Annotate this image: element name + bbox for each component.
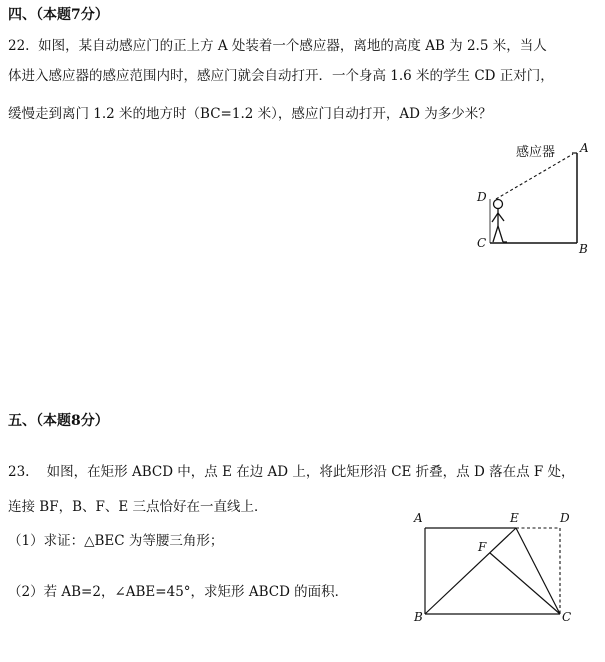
problem-22-line-2: 体进入感应器的感应范围内时，感应门就会自动打开．一个身高 1.6 米的学生 CD 正对门， xyxy=(8,68,554,84)
point-label-B: B xyxy=(579,242,588,256)
point-label-A: A xyxy=(580,141,589,155)
point-label-F: F xyxy=(478,540,487,554)
point-label-E: E xyxy=(510,511,519,525)
sensor-label: 感应器 xyxy=(516,145,556,160)
problem-23-question-2: （2）若 AB=2，∠ABE=45°，求矩形 ABCD 的面积． xyxy=(8,584,349,600)
section-5-title: 五、（本题8分） xyxy=(8,413,109,429)
point-label-C: C xyxy=(477,236,487,250)
problem-22-number: 22. xyxy=(8,38,30,54)
problem-23-line-2: 连接 BF，B、F、E 三点恰好在一直线上． xyxy=(8,499,268,515)
point-label-D: D xyxy=(560,511,570,525)
problem-22-text-1: 如图，某自动感应门的正上方 A 处装着一个感应器，离地的高度 AB 为 2.5 米，当人 xyxy=(38,38,547,54)
point-label-D: D xyxy=(477,190,487,204)
segment-BE xyxy=(425,528,516,614)
problem-23-text-1: 如图，在矩形 ABCD 中，点 E 在边 AD 上，将此矩形沿 CE 折叠，点 D 落在点 F 处， xyxy=(46,464,575,480)
segment-CF xyxy=(490,553,560,614)
point-label-C: C xyxy=(562,610,572,624)
point-label-A: A xyxy=(414,511,423,525)
segment-CE xyxy=(516,528,560,614)
problem-22-line-3: 缓慢走到离门 1.2 米的地方时（BC=1.2 米），感应门自动打开，AD 为多少米？ xyxy=(8,106,492,122)
problem-23-question-1: （1）求证：△BEC 为等腰三角形； xyxy=(8,533,224,549)
problem-23-number: 23. xyxy=(8,464,30,480)
section-4-title: 四、（本题7分） xyxy=(8,7,109,23)
point-label-B: B xyxy=(414,610,423,624)
